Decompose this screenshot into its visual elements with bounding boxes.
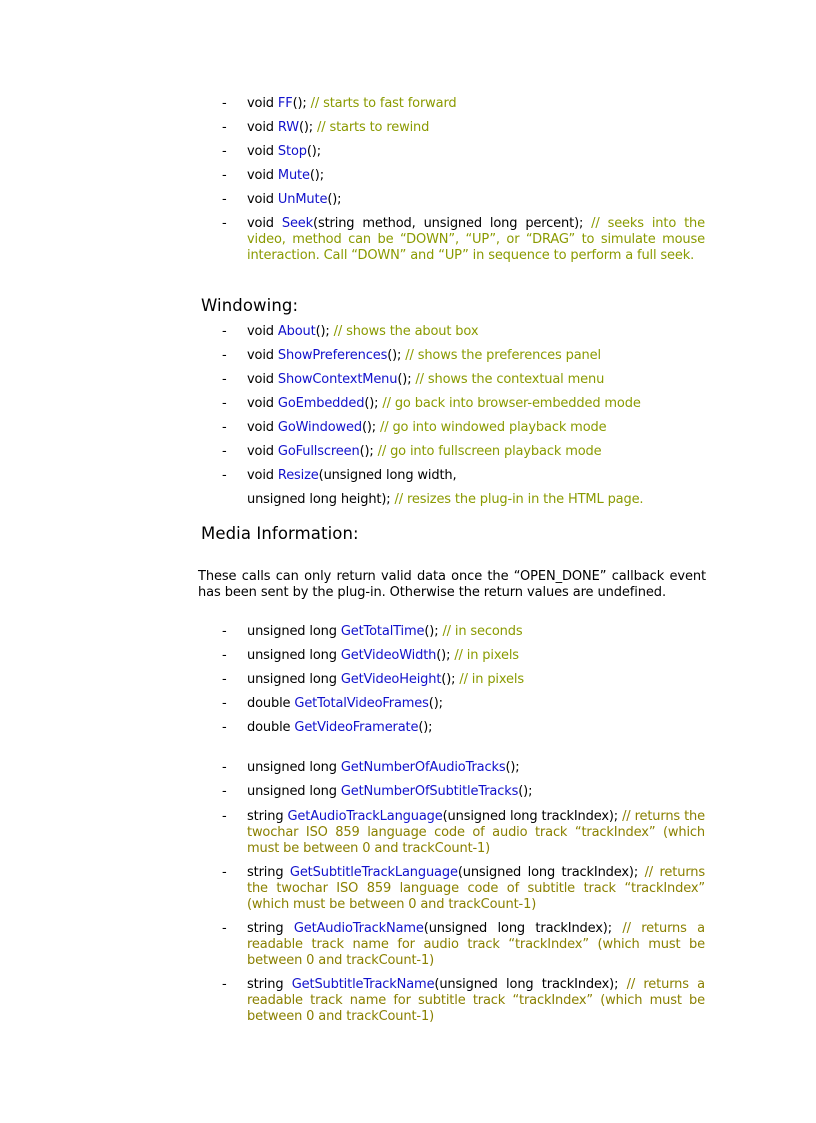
function-name: About <box>277 324 316 339</box>
signature: (); <box>436 648 455 663</box>
code-comment: // starts to fast forward <box>310 96 457 111</box>
return-type: string <box>247 921 294 936</box>
return-type: unsigned long <box>247 648 341 663</box>
return-type: double <box>247 696 295 711</box>
list-dash: - <box>222 144 227 159</box>
list-dash: - <box>222 648 227 663</box>
list-dash: - <box>222 696 227 711</box>
list-item-text <box>247 168 705 184</box>
signature: (); <box>327 192 342 207</box>
list-item-text <box>247 396 705 412</box>
function-name: GetSubtitleTrackLanguage <box>289 865 458 880</box>
signature: (unsigned long trackIndex); <box>442 809 623 824</box>
return-type: void <box>247 396 278 411</box>
signature: (); <box>292 96 311 111</box>
function-name: GoEmbedded <box>277 396 365 411</box>
function-name: GoFullscreen <box>277 444 360 459</box>
code-comment: // returns a readable track name for subtitle track “trackIndex” (which must be between 0 and trackCount-1) <box>247 977 705 1024</box>
list-dash: - <box>222 468 227 483</box>
function-name: GetNumberOfSubtitleTracks <box>340 784 519 799</box>
function-name: Resize <box>277 468 319 483</box>
signature: (unsigned long trackIndex); <box>457 865 645 880</box>
list-item-text <box>247 372 705 388</box>
list-item-text <box>247 720 705 736</box>
signature: (); <box>397 372 416 387</box>
function-name: UnMute <box>277 192 328 207</box>
function-name: Stop <box>277 144 307 159</box>
return-type: void <box>247 468 278 483</box>
return-type: void <box>247 96 278 111</box>
list-item-text <box>247 192 705 208</box>
list-dash: - <box>222 192 227 207</box>
list-item-text <box>247 977 705 1025</box>
list-dash: - <box>222 168 227 183</box>
list-dash: - <box>222 216 227 231</box>
list-dash: - <box>222 784 227 799</box>
function-name: GetTotalTime <box>340 624 425 639</box>
function-name: GetVideoHeight <box>340 672 442 687</box>
return-type: string <box>247 977 292 992</box>
signature: (); <box>418 720 433 735</box>
code-comment: // returns the twochar ISO 859 language code of audio track “trackIndex” (which must be between 0 and trackCount-1) <box>247 809 705 856</box>
list-dash: - <box>222 809 227 824</box>
return-type: void <box>247 192 278 207</box>
list-dash: - <box>222 120 227 135</box>
signature: (); <box>361 420 381 435</box>
list-item-text <box>247 672 705 688</box>
code-comment: // shows the contextual menu <box>415 372 605 387</box>
code-comment: // go into windowed playback mode <box>380 420 607 435</box>
function-name: GetAudioTrackName <box>293 921 424 936</box>
function-name: FF <box>277 96 293 111</box>
return-type: void <box>247 216 282 231</box>
function-name: Mute <box>277 168 310 183</box>
list-item-text <box>247 492 705 508</box>
signature: (unsigned long trackIndex); <box>423 921 623 936</box>
return-type: double <box>247 720 295 735</box>
return-type: void <box>247 168 278 183</box>
list-item-text <box>247 444 705 460</box>
list-dash: - <box>222 760 227 775</box>
list-item-text <box>247 216 705 264</box>
return-type: unsigned long <box>247 760 341 775</box>
section-heading-windowing: Windowing: <box>201 296 299 315</box>
function-name: GoWindowed <box>277 420 362 435</box>
list-item-text <box>247 921 705 969</box>
return-type: void <box>247 120 278 135</box>
code-comment: // shows the preferences panel <box>405 348 601 363</box>
code-comment: // in pixels <box>454 648 519 663</box>
list-dash: - <box>222 96 227 111</box>
signature: (); <box>387 348 406 363</box>
signature: (); <box>364 396 383 411</box>
list-item-text <box>247 784 705 800</box>
code-comment: // returns a readable track name for audio track “trackIndex” (which must be between 0 and trackCount-1) <box>247 921 705 968</box>
code-comment: // in seconds <box>442 624 523 639</box>
signature: (); <box>359 444 378 459</box>
list-item-text <box>247 324 705 340</box>
list-dash: - <box>222 444 227 459</box>
signature: (); <box>306 144 321 159</box>
list-dash: - <box>222 672 227 687</box>
list-dash: - <box>222 348 227 363</box>
return-type: unsigned long <box>247 672 341 687</box>
return-type: unsigned long <box>247 784 341 799</box>
code-comment: // go into fullscreen playback mode <box>377 444 602 459</box>
return-type: void <box>247 420 278 435</box>
signature: (); <box>309 168 324 183</box>
list-item-text <box>247 96 705 112</box>
return-type: void <box>247 444 278 459</box>
return-type: void <box>247 348 278 363</box>
section-heading-media-information: Media Information: <box>201 524 359 543</box>
code-comment: // go back into browser-embedded mode <box>382 396 641 411</box>
list-dash: - <box>222 865 227 880</box>
function-name: ShowContextMenu <box>277 372 398 387</box>
return-type: void <box>247 324 278 339</box>
signature: (unsigned long width, <box>318 468 457 483</box>
list-item-text <box>247 624 705 640</box>
list-item-text <box>247 696 705 712</box>
list-item-text <box>247 144 705 160</box>
list-item-text <box>247 468 705 484</box>
list-dash: - <box>222 977 227 992</box>
code-comment: // returns the twochar ISO 859 language code of subtitle track “trackIndex” (which must be between 0 and trackCount-1) <box>247 865 705 912</box>
function-name: GetTotalVideoFrames <box>294 696 429 711</box>
list-item-text <box>247 420 705 436</box>
list-dash: - <box>222 720 227 735</box>
media-intro-paragraph: These calls can only return valid data once the “OPEN_DONE” callback event has been sent by the plug-in. Otherwise the return values are undefined. <box>198 569 706 600</box>
signature: (); <box>298 120 318 135</box>
list-item-text <box>247 648 705 664</box>
list-item-text <box>247 348 705 364</box>
function-name: ShowPreferences <box>277 348 388 363</box>
function-name: Seek <box>281 216 314 231</box>
list-dash: - <box>222 624 227 639</box>
list-item-text <box>247 760 705 776</box>
code-comment: // resizes the plug-in in the HTML page. <box>394 492 644 507</box>
function-name: GetNumberOfAudioTracks <box>340 760 506 775</box>
function-name: GetAudioTrackLanguage <box>287 809 443 824</box>
code-comment: // in pixels <box>459 672 524 687</box>
signature: (); <box>518 784 533 799</box>
function-name: GetSubtitleTrackName <box>291 977 435 992</box>
list-dash: - <box>222 372 227 387</box>
return-type: void <box>247 372 278 387</box>
signature: (unsigned long trackIndex); <box>434 977 627 992</box>
return-type: unsigned long <box>247 624 341 639</box>
return-type: void <box>247 144 278 159</box>
list-item-text <box>247 120 705 136</box>
function-name: GetVideoFramerate <box>294 720 419 735</box>
signature: unsigned long height); <box>247 492 395 507</box>
return-type: string <box>247 865 290 880</box>
code-comment: // starts to rewind <box>317 120 430 135</box>
list-dash: - <box>222 324 227 339</box>
function-name: RW <box>277 120 299 135</box>
signature: (); <box>315 324 334 339</box>
list-item-text <box>247 865 705 913</box>
signature: (); <box>505 760 520 775</box>
list-dash: - <box>222 420 227 435</box>
list-dash: - <box>222 396 227 411</box>
list-dash: - <box>222 921 227 936</box>
list-item-text <box>247 809 705 857</box>
function-name: GetVideoWidth <box>340 648 437 663</box>
signature: (); <box>424 624 443 639</box>
code-comment: // shows the about box <box>333 324 479 339</box>
signature: (string method, unsigned long percent); <box>313 216 592 231</box>
return-type: string <box>247 809 288 824</box>
signature: (); <box>441 672 460 687</box>
signature: (); <box>428 696 443 711</box>
code-comment: // seeks into the video, method can be “DOWN”, “UP”, or “DRAG” to simulate mouse interaction. Call “DOWN” and “UP” in sequence to perform a full seek. <box>247 216 705 263</box>
